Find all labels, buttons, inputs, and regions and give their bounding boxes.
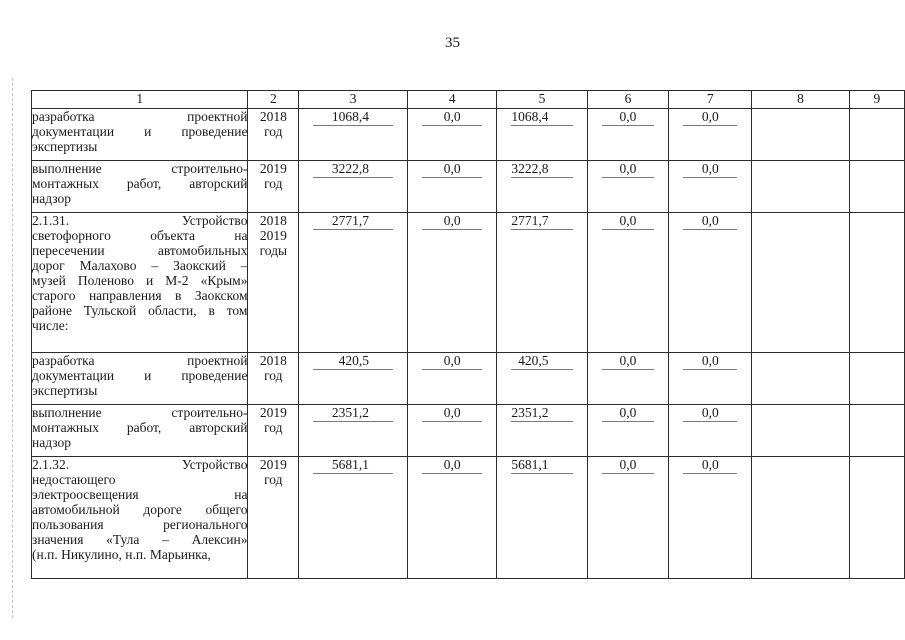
period-line: 2018	[259, 353, 287, 368]
empty-cell-col9	[849, 213, 904, 353]
value-cell-col4	[408, 161, 497, 213]
value-text: 0,0	[683, 213, 737, 230]
value-cell-col3	[299, 213, 408, 353]
value-text: 1068,4	[313, 109, 393, 126]
description-line: документации и проведение	[32, 124, 248, 139]
value-text: 0,0	[683, 405, 737, 422]
description-line: автомобильной дороге общего	[32, 502, 248, 517]
empty-cell-col9	[849, 405, 904, 457]
period-line: год	[264, 420, 283, 435]
item-period	[248, 161, 299, 213]
item-description	[32, 457, 248, 579]
description-line: экспертизы	[32, 383, 98, 398]
period-line: год	[264, 124, 283, 139]
description-line: надзор	[32, 435, 72, 450]
value-cell-col7	[669, 405, 752, 457]
item-description	[32, 213, 248, 353]
value-text: 0,0	[602, 457, 655, 474]
description-line: пользования регионального	[32, 517, 248, 532]
empty-cell-col8	[752, 213, 850, 353]
description-line: недостающего	[32, 472, 116, 487]
item-period	[248, 457, 299, 579]
value-text: 0,0	[683, 161, 737, 178]
description-line: светофорного объекта на	[32, 228, 248, 243]
description-line: надзор	[32, 191, 72, 206]
item-period	[248, 405, 299, 457]
item-period	[248, 109, 299, 161]
description-line: значения «Тула – Алексин»	[32, 532, 248, 547]
description-line: документации и проведение	[32, 368, 248, 383]
value-cell-col5	[497, 213, 587, 353]
page-number: 35	[445, 35, 460, 51]
period-line: 2018	[259, 109, 287, 124]
value-text: 0,0	[422, 161, 482, 178]
value-text: 0,0	[422, 109, 482, 126]
description-line: 2.1.31. Устройство	[32, 213, 248, 228]
item-description	[32, 109, 248, 161]
empty-cell-col8	[752, 457, 850, 579]
empty-cell-col8	[752, 405, 850, 457]
value-cell-col4	[408, 213, 497, 353]
description-line: числе:	[32, 318, 69, 333]
value-cell-col4	[408, 353, 497, 405]
value-text: 2771,7	[313, 213, 393, 230]
empty-cell-col9	[849, 109, 904, 161]
value-text: 0,0	[422, 353, 482, 370]
value-cell-col3	[299, 161, 408, 213]
table-row	[32, 405, 905, 457]
budget-table	[31, 90, 905, 579]
header-cell: 8	[752, 91, 850, 109]
value-cell-col6	[587, 109, 669, 161]
value-text: 0,0	[683, 353, 737, 370]
period-line: 2019	[259, 161, 287, 176]
description-line: музей Поленово и М-2 «Крым»	[32, 273, 248, 288]
empty-cell-col8	[752, 109, 850, 161]
value-text: 3222,8	[511, 161, 572, 178]
value-cell-col3	[299, 457, 408, 579]
period-line: годы	[259, 243, 288, 258]
period-line: год	[264, 472, 283, 487]
value-cell-col7	[669, 161, 752, 213]
table-row	[32, 109, 905, 161]
header-cell: 5	[497, 91, 587, 109]
value-text: 1068,4	[511, 109, 572, 126]
description-line: выполнение строительно-	[32, 405, 248, 420]
header-cell: 1	[32, 91, 248, 109]
value-cell-col6	[587, 213, 669, 353]
table-row	[32, 161, 905, 213]
value-text: 2351,2	[511, 405, 572, 422]
description-line: разработка проектной	[32, 109, 248, 124]
empty-cell-col9	[849, 161, 904, 213]
value-cell-col5	[497, 405, 587, 457]
value-text: 3222,8	[313, 161, 393, 178]
header-cell: 7	[669, 91, 752, 109]
value-cell-col7	[669, 457, 752, 579]
period-line: 2019	[259, 405, 287, 420]
value-cell-col7	[669, 213, 752, 353]
header-cell: 9	[849, 91, 904, 109]
empty-cell-col8	[752, 353, 850, 405]
description-line: (н.п. Никулино, н.п. Марьинка,	[32, 547, 211, 562]
description-line: выполнение строительно-	[32, 161, 248, 176]
value-cell-col6	[587, 405, 669, 457]
description-line: электроосвещения на	[32, 487, 248, 502]
description-line: 2.1.32. Устройство	[32, 457, 248, 472]
description-line: старого направления в Заокском	[32, 288, 248, 303]
value-cell-col7	[669, 353, 752, 405]
scan-margin-marks	[12, 78, 15, 618]
item-description	[32, 405, 248, 457]
value-text: 0,0	[422, 213, 482, 230]
item-period	[248, 213, 299, 353]
value-cell-col5	[497, 457, 587, 579]
header-cell: 2	[248, 91, 299, 109]
item-description	[32, 353, 248, 405]
item-description	[32, 161, 248, 213]
empty-cell-col9	[849, 457, 904, 579]
header-row	[32, 91, 905, 109]
value-cell-col4	[408, 405, 497, 457]
value-text: 5681,1	[511, 457, 572, 474]
period-line: год	[264, 368, 283, 383]
header-cell: 6	[587, 91, 669, 109]
value-text: 0,0	[683, 457, 737, 474]
value-text: 0,0	[683, 109, 737, 126]
description-line: районе Тульской области, в том	[32, 303, 248, 318]
value-text: 0,0	[602, 353, 655, 370]
value-text: 2771,7	[511, 213, 572, 230]
value-text: 0,0	[422, 405, 482, 422]
value-cell-col5	[497, 353, 587, 405]
value-cell-col3	[299, 109, 408, 161]
item-period	[248, 353, 299, 405]
value-cell-col7	[669, 109, 752, 161]
description-line: монтажных работ, авторский	[32, 420, 248, 435]
description-line: экспертизы	[32, 139, 98, 154]
table-row	[32, 213, 905, 353]
header-cell: 3	[299, 91, 408, 109]
description-line: монтажных работ, авторский	[32, 176, 248, 191]
value-text: 0,0	[422, 457, 482, 474]
table-row	[32, 353, 905, 405]
description-line: разработка проектной	[32, 353, 248, 368]
description-line: дорог Малахово – Заокский –	[32, 258, 248, 273]
empty-cell-col9	[849, 353, 904, 405]
value-cell-col3	[299, 405, 408, 457]
period-line: 2019	[259, 457, 287, 472]
period-line: 2018	[259, 213, 287, 228]
value-text: 0,0	[602, 161, 655, 178]
header-cell: 4	[408, 91, 497, 109]
description-line: пересечении автомобильных	[32, 243, 248, 258]
period-line: 2019	[259, 228, 287, 243]
value-text: 0,0	[602, 405, 655, 422]
value-cell-col5	[497, 109, 587, 161]
period-line: год	[264, 176, 283, 191]
empty-cell-col8	[752, 161, 850, 213]
value-cell-col6	[587, 161, 669, 213]
value-cell-col4	[408, 109, 497, 161]
value-text: 420,5	[313, 353, 393, 370]
table-row	[32, 457, 905, 579]
value-cell-col5	[497, 161, 587, 213]
value-text: 2351,2	[313, 405, 393, 422]
value-text: 0,0	[602, 213, 655, 230]
value-text: 5681,1	[313, 457, 393, 474]
value-text: 420,5	[511, 353, 572, 370]
value-cell-col3	[299, 353, 408, 405]
value-cell-col6	[587, 457, 669, 579]
value-text: 0,0	[602, 109, 655, 126]
value-cell-col6	[587, 353, 669, 405]
value-cell-col4	[408, 457, 497, 579]
